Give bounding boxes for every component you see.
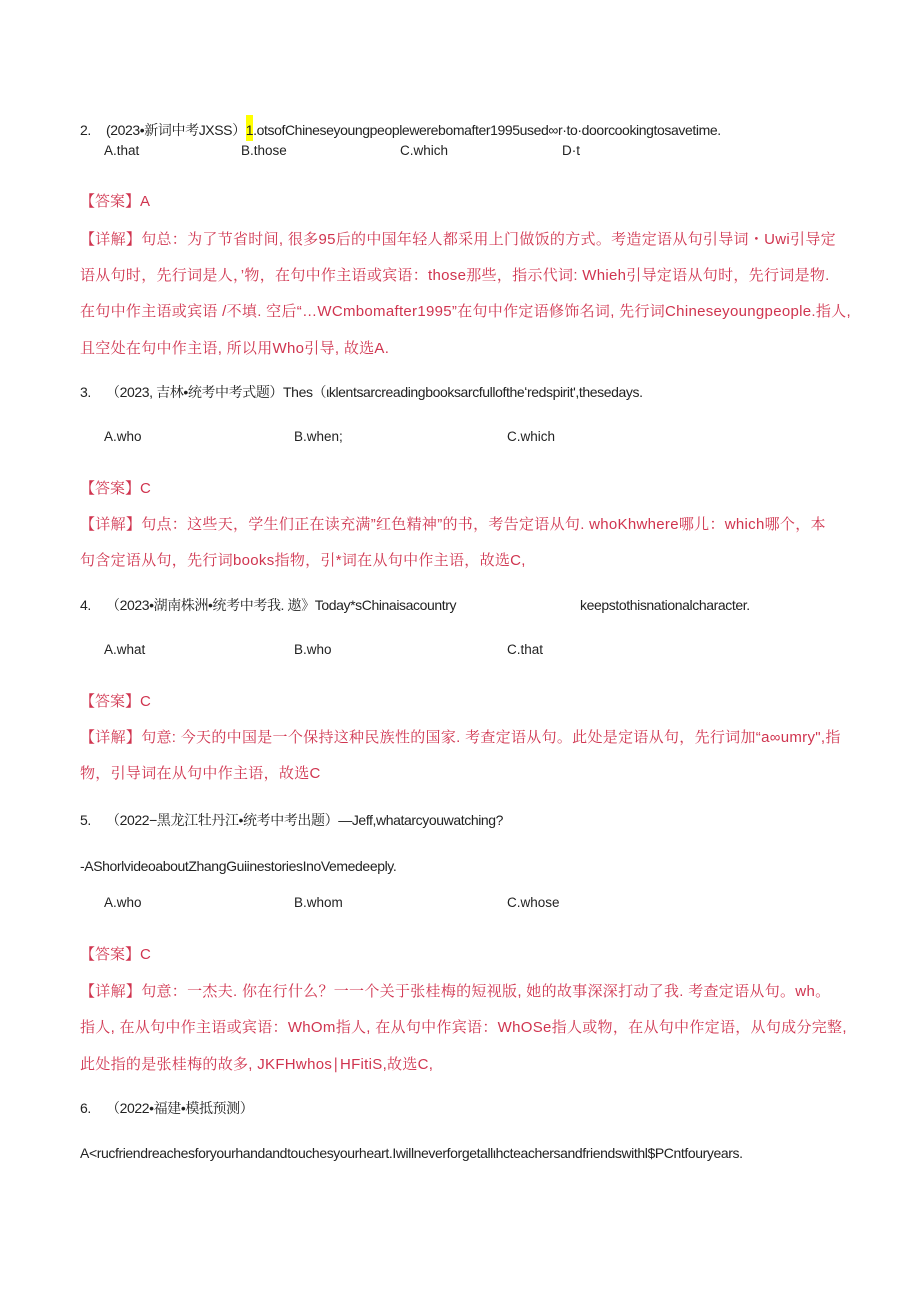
detail-5-line-3: 此处指的是张桂梅的故多, JKFHwhos∣HFitiS,故选C, [80, 1056, 434, 1073]
detail-2-line-1 [80, 230, 836, 250]
answer-tag: 【答案】 [80, 946, 141, 963]
option-c: C.that [507, 642, 544, 657]
answer-4 [80, 692, 151, 712]
option-c: C.which [507, 429, 556, 444]
detail-tag: 【详解】 [80, 729, 142, 746]
detail-4-line-1 [80, 728, 841, 748]
answer-value: A [140, 193, 151, 210]
option-c: C.which [400, 143, 449, 158]
option-a: A.what [104, 642, 146, 657]
answer-3 [80, 479, 151, 499]
option-c: C.whose [507, 895, 560, 910]
detail-text: 句总：为了节省时间, 很多95后的中国年轻人都采用上门做饭的方式。考造定语从句引导词・Uwi引导定 [141, 231, 836, 248]
detail-3-line-1 [80, 515, 826, 535]
detail-4-line-2: 物，引导词在从句中作主语，故选C [80, 765, 321, 782]
option-a: A.who [104, 429, 142, 444]
option-b: B.who [294, 642, 332, 657]
question-text: Today*sChinaisacountry [314, 597, 457, 613]
detail-text: 句意: 今天的中国是一个保持这种民族性的国家. 考查定语从句。此处是定语从句，先行词加“a∞umry",指 [141, 729, 841, 746]
question-source: （2022•福建•模抵预测） [106, 1100, 254, 1116]
detail-text: 句意：一杰夫. 你在行什么？一一个关于张桂梅的短视版, 她的故事深深打动了我. 考查定语从句。wh。 [141, 983, 831, 1000]
detail-5-line-1 [80, 982, 830, 1002]
question-number: 4. [80, 597, 91, 613]
question-5-stem-line-2: -AShorlvideoaboutZhangGuiinestoriesInoVemedeeply. [80, 858, 397, 874]
option-b: B.whom [294, 895, 343, 910]
question-number: 5. [80, 812, 91, 828]
detail-tag: 【详解】 [80, 516, 142, 533]
question-6-header [80, 1099, 253, 1117]
detail-5-line-2: 指人, 在从句中作主语或宾语：WhOm指人, 在从句中作宾语：WhOSe指人或物，在从句中作定语，从句成分完整, [80, 1019, 847, 1036]
answer-tag: 【答案】 [80, 193, 141, 210]
answer-value: C [140, 946, 151, 963]
detail-2-line-2: 语从句时，先行词是人，’物，在句中作主语或宾语：those那些，指示代词: Whieh引导定语从句时，先行词是物. [80, 267, 830, 284]
answer-tag: 【答案】 [80, 693, 141, 710]
question-text: Thes（ιklentsarcreadingbooksarcfulloftheʻredspirit',thesedays. [283, 384, 643, 400]
detail-2-line-4: 且空处在句中作主语, 所以用Who引导, 故选A. [80, 340, 390, 357]
option-a: A.who [104, 895, 142, 910]
detail-text: 句点：这些天，学生们正在读充满”红色精神”的书，考告定语从句. whoKhwhere哪儿：which哪个，本 [141, 516, 826, 533]
question-source: （2023, 吉林•统考中考式题） [106, 384, 284, 400]
option-d: D·t [562, 143, 580, 158]
question-source: （2023•湖南株洲•统考中考我. 遨》 [106, 597, 315, 613]
detail-tag: 【详解】 [80, 231, 142, 248]
question-source: (2023•新词中考JXSS） [106, 122, 246, 138]
question-number: 2. [80, 122, 91, 138]
question-6-stem: A<rucfriendreachesforyourhandandtouchesyourheart.Iwillneverforgetallιhcteachersandfriendswithl$PCntfouryears. [80, 1145, 743, 1161]
answer-2 [80, 192, 150, 212]
option-b: B.when; [294, 429, 343, 444]
detail-2-line-3: 在句中作主语或宾语 /不填. 空后“…WCmbomafter1995”在句中作定语修饰名词, 先行词Chineseyoungpeople.指人, [80, 303, 851, 320]
question-4-stem-after-blank: keepstothisnationalcharacter. [580, 597, 750, 613]
question-text: —Jeff,whatarcyouwatching? [338, 812, 504, 828]
question-number: 6. [80, 1100, 91, 1116]
option-b: B.those [241, 143, 287, 158]
highlight-mark: 1 [246, 115, 253, 141]
question-2-stem [80, 119, 721, 141]
question-4-stem [80, 596, 456, 614]
question-5-stem [80, 811, 503, 829]
detail-tag: 【详解】 [80, 983, 142, 1000]
answer-5 [80, 945, 151, 965]
answer-tag: 【答案】 [80, 480, 141, 497]
option-a: A.that [104, 143, 140, 158]
answer-value: C [140, 480, 151, 497]
answer-value: C [140, 693, 151, 710]
detail-3-line-2: 句含定语从句，先行词books指物，引*词在从句中作主语，故选C, [80, 552, 526, 569]
question-source: （2022−黑龙江牡丹江•统考中考出题） [106, 812, 339, 828]
question-3-stem [80, 383, 643, 401]
question-number: 3. [80, 384, 91, 400]
question-text: .otsofChineseyoungpeoplewerebomafter1995used∞r·to·doorcookingtosavetime. [253, 122, 721, 138]
